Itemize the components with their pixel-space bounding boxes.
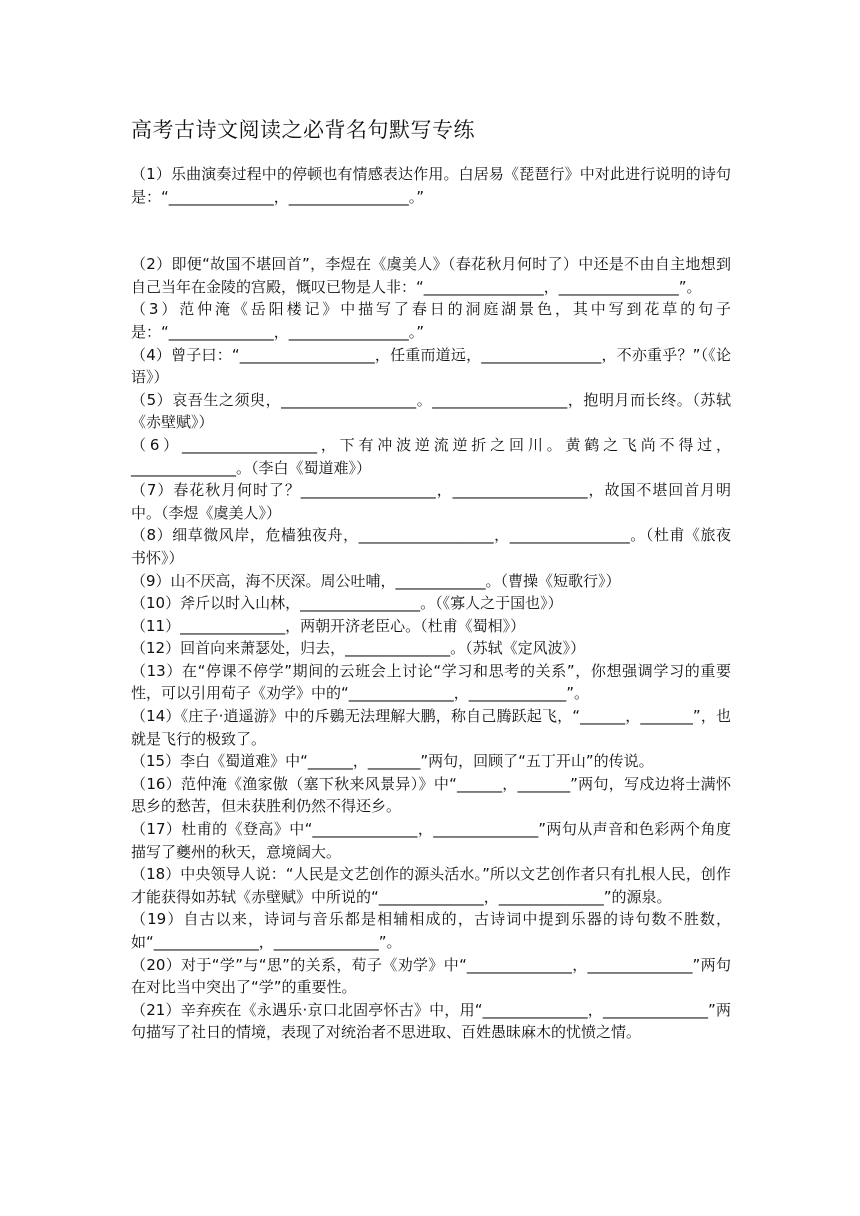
question-7: （7）春花秋月何时了？__________________，__________________，故国不堪回首月明中。（李煜《虞美人》）: [131, 481, 731, 522]
question-18: （18）中央领导人说：“人民是文艺创作的源头活水。”所以文艺创作者只有扎根人民，创作才能获得如苏轼《赤壁赋》中所说的“______________，______________”的源泉。: [131, 865, 731, 906]
question-9: （9）山不厌高，海不厌深。周公吐哺，____________。（曹操《短歌行》）: [131, 571, 621, 590]
question-16: （16）范仲淹《渔家傲（塞下秋来风景异）》中“______，_______”两句，写戍边将士满怀思乡的愁苦，但未获胜利仍然不得还乡。: [131, 774, 731, 816]
document-title: 高考古诗文阅读之必背名句默写专练: [131, 118, 475, 142]
question-17: （17）杜甫的《登高》中“______________，______________”两句从声音和色彩两个角度描写了夔州的秋天，意境阔大。: [131, 820, 731, 861]
question-list: [131, 163, 731, 1044]
question-14: （14）《庄子·逍遥游》中的斥鷃无法理解大鹏，称自己腾跃起飞，“______，_______”，也就是飞行的极致了。: [131, 707, 731, 748]
question-3: （3）范仲淹《岳阳楼记》中描写了春日的洞庭湖景色，其中写到花草的句子是：“______________，________________。”: [131, 300, 731, 341]
question-13: （13）在“停课不停学”期间的云班会上讨论“学习和思考的关系”，你想强调学习的重要性，可以引用荀子《劝学》中的“______________，_____________”。: [131, 661, 731, 703]
question-12: （12）回首向来萧瑟处，归去，______________。（苏轼《定风波》）: [131, 639, 586, 658]
question-15: （15）李白《蜀道难》中“______，_______”两句，回顾了“五丁开山”的传说。: [131, 752, 654, 771]
question-10: （10）斧斤以时入山林，________________。（《寡人之于国也》）: [131, 594, 563, 613]
question-8: （8）细草微风岸，危樯独夜舟，__________________，________________。（杜甫《旅夜书怀》）: [131, 526, 731, 567]
question-21: （21）辛弃疾在《永遇乐·京口北固亭怀古》中，用“______________，______________”两句描写了社日的情境，表现了对统治者不思进取、百姓愚昧麻木的忧愤之情。: [131, 1000, 731, 1042]
question-1: （1）乐曲演奏过程中的停顿也有情感表达作用。白居易《琵琶行》中对此进行说明的诗句是：“______________，________________。”: [131, 165, 731, 206]
question-4: （4）曾子曰：“__________________，任重而道远，________________，不亦重乎？”（《论语》）: [131, 345, 731, 387]
question-5: （5）哀吾生之须臾，__________________。__________________，抱明月而长终。（苏轼《赤壁赋》）: [131, 390, 731, 432]
question-6: （6）__________________，下有冲波逆流逆折之回川。黄鹤之飞尚不得过，______________。（李白《蜀道难》）: [131, 435, 731, 477]
question-2: （2）即便“故国不堪回首”，李煜在《虞美人》（春花秋月何时了）中还是不由自主地想到自己当年在金陵的宫殿，慨叹已物是人非：“________________，________________”。: [131, 255, 731, 296]
question-20: （20）对于“学”与“思”的关系，荀子《劝学》中“______________，______________”两句在对比当中突出了“学”的重要性。: [131, 955, 731, 997]
question-11: （11）______________，两朝开济老臣心。（杜甫《蜀相》）: [131, 616, 526, 635]
question-19: （19）自古以来，诗词与音乐都是相辅相成的，古诗词中提到乐器的诗句数不胜数，如“______________，______________”。: [131, 910, 731, 951]
